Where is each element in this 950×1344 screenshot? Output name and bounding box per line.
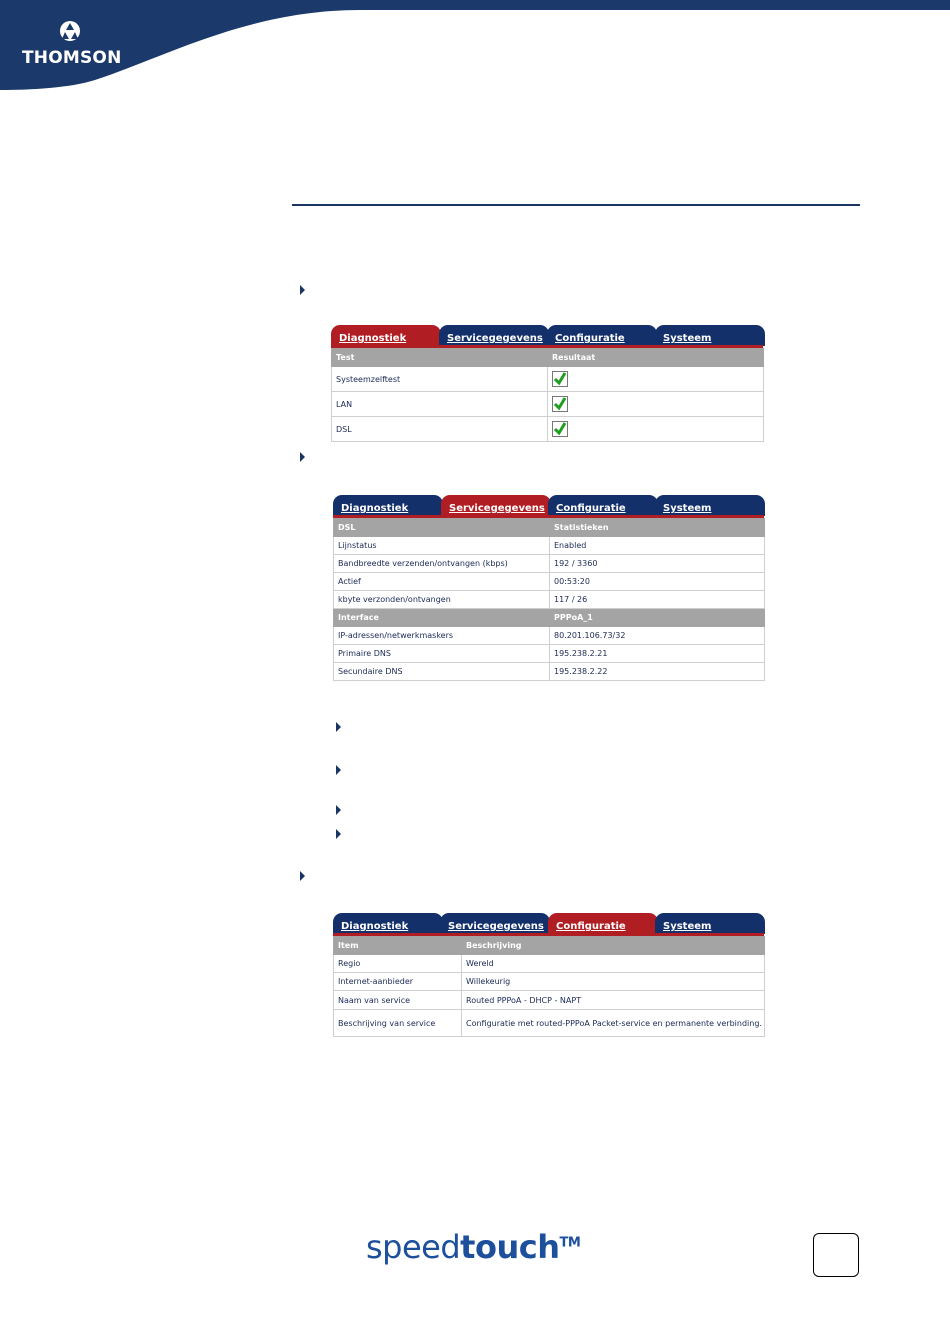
logo-light-text: speed (366, 1228, 461, 1266)
test-name: Systeemzelftest (332, 367, 548, 392)
table-row (334, 627, 765, 645)
table-row (334, 663, 765, 681)
table-row (334, 555, 765, 573)
tab-configuratie[interactable]: Configuratie (547, 325, 657, 346)
row-label: IP-adressen/netwerkmaskers (334, 627, 550, 645)
section-header-interface: Interface (334, 609, 550, 627)
tab-configuratie[interactable]: Configuratie (548, 495, 658, 516)
table-row (332, 392, 764, 417)
row-label: Naam van service (334, 991, 462, 1010)
row-value: 195.238.2.21 (550, 645, 765, 663)
row-label: Bandbreedte verzenden/ontvangen (kbps) (334, 555, 550, 573)
check-mark-icon (552, 421, 568, 437)
tab-diagnostiek[interactable]: Diagnostiek (331, 325, 441, 346)
row-label: Beschrijving van service (334, 1010, 462, 1037)
row-label: kbyte verzonden/ontvangen (334, 591, 550, 609)
row-label: Lijnstatus (334, 537, 550, 555)
brand-name: THOMSON (22, 48, 122, 68)
row-value: 80.201.106.73/32 (550, 627, 765, 645)
diagnostics-table (331, 348, 764, 442)
row-label: Actief (334, 573, 550, 591)
thomson-logo (22, 20, 122, 68)
row-label: Regio (334, 955, 462, 973)
table-row (334, 645, 765, 663)
section-rule (292, 204, 860, 206)
tab-systeem[interactable]: Systeem (655, 325, 765, 346)
tab-bar-2 (333, 495, 764, 516)
table-row (334, 973, 765, 991)
page-number-box (813, 1233, 859, 1277)
table-row (334, 537, 765, 555)
bullet-arrow-icon (300, 285, 305, 295)
table-row (334, 591, 765, 609)
logo-bold-text: touch (460, 1228, 560, 1266)
tab-systeem[interactable]: Systeem (655, 495, 765, 516)
row-label: Primaire DNS (334, 645, 550, 663)
tab-systeem[interactable]: Systeem (655, 913, 765, 934)
table-row (332, 417, 764, 442)
bullet-arrow-icon (336, 805, 341, 815)
table-row (334, 1010, 765, 1037)
column-header-item: Item (334, 937, 462, 955)
speedtouch-logo (366, 1228, 580, 1266)
row-label: Internet-aanbieder (334, 973, 462, 991)
row-value: Routed PPPoA - DHCP - NAPT (462, 991, 765, 1010)
bullet-arrow-icon (300, 871, 305, 881)
row-value: 192 / 3360 (550, 555, 765, 573)
row-value: 195.238.2.22 (550, 663, 765, 681)
section-header-dsl: DSL (334, 519, 550, 537)
bullet-arrow-icon (336, 722, 341, 732)
tab-configuratie[interactable]: Configuratie (548, 913, 658, 934)
test-name: DSL (332, 417, 548, 442)
table-row (334, 955, 765, 973)
tab-bar-1 (331, 325, 763, 346)
row-value: Configuratie met routed-PPPoA Packet-service en permanente verbinding. (462, 1010, 765, 1037)
tab-servicegegevens[interactable]: Servicegegevens (439, 325, 549, 346)
row-label: Secundaire DNS (334, 663, 550, 681)
tab-servicegegevens[interactable]: Servicegegevens (441, 495, 551, 516)
table-row (332, 367, 764, 392)
tab-diagnostiek[interactable]: Diagnostiek (333, 913, 443, 934)
check-mark-icon (552, 396, 568, 412)
row-value: Willekeurig (462, 973, 765, 991)
trademark-mark: TM (559, 1235, 581, 1251)
section-header-stats: Statistieken (550, 519, 765, 537)
header-banner (0, 0, 950, 92)
column-header-description: Beschrijving (462, 937, 765, 955)
bullet-arrow-icon (336, 829, 341, 839)
row-value: Enabled (550, 537, 765, 555)
table-row (334, 573, 765, 591)
row-value: 00:53:20 (550, 573, 765, 591)
tab-diagnostiek[interactable]: Diagnostiek (333, 495, 443, 516)
bullet-arrow-icon (300, 452, 305, 462)
column-header-test: Test (332, 349, 548, 367)
configuration-table (333, 936, 765, 1037)
column-header-result: Resultaat (548, 349, 764, 367)
bullet-arrow-icon (336, 765, 341, 775)
test-name: LAN (332, 392, 548, 417)
thomson-emblem-icon (59, 20, 81, 42)
tab-servicegegevens[interactable]: Servicegegevens (440, 913, 550, 934)
row-value: Wereld (462, 955, 765, 973)
service-info-table (333, 518, 765, 681)
row-value: 117 / 26 (550, 591, 765, 609)
table-row (334, 991, 765, 1010)
tab-bar-3 (333, 913, 764, 934)
section-header-interface-name: PPPoA_1 (550, 609, 765, 627)
check-mark-icon (552, 371, 568, 387)
